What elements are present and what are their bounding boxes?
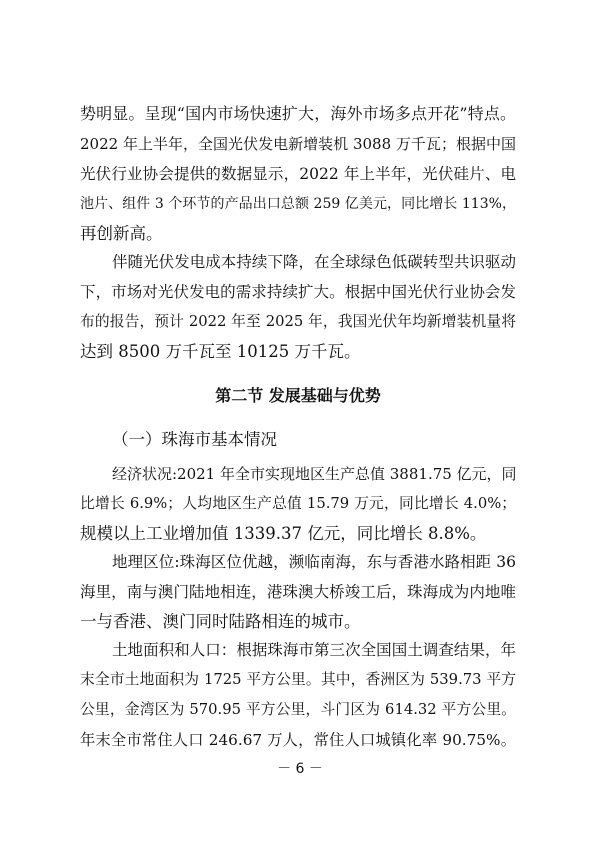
text-line: 公里，金湾区为 570.95 平方公里，斗门区为 614.32 平方公里。 — [80, 701, 516, 718]
text-line: 末全市土地面积为 1725 平方公里。其中，香洲区为 539.73 平方 — [80, 671, 516, 688]
text-line: 2022 年上半年，全国光伏发电新增装机 3088 万千瓦；根据中国 — [80, 135, 516, 153]
text-line: 势明显。呈现“国内市场快速扩大，海外市场多点开花”特点。 — [80, 104, 516, 123]
text-line: 一与香港、澳门同时陆路相连的城市。 — [80, 612, 361, 631]
text-line: 布的报告，预计 2022 年至 2025 年，我国光伏年均新增装机量将 — [80, 313, 516, 330]
text-line: 规模以上工业增加值 1339.37 亿元，同比增长 8.8%。 — [80, 524, 487, 543]
text-line: 年末全市常住人口 246.67 万人，常住人口城镇化率 90.75%。 — [80, 731, 516, 749]
text-line: 达到 8500 万千瓦至 10125 万千瓦。 — [80, 342, 361, 361]
text-line: 比增长 6.9%；人均地区生产总值 15.79 万元，同比增长 4.0%； — [80, 495, 516, 512]
text-line: 土地面积和人口：根据珠海市第三次全国国土调查结果，年 — [112, 641, 516, 659]
section-heading: 第二节 发展基础与优势 — [215, 386, 381, 405]
text-line: 经济状况:2021 年全市实现地区生产总值 3881.75 亿元，同 — [112, 465, 517, 483]
page-number: － 6 － — [277, 761, 323, 777]
text-line: 光伏行业协会提供的数据显示，2022 年上半年，光伏硅片、电 — [80, 165, 516, 183]
text-line: 伴随光伏发电成本持续下降，在全球绿色低碳转型共识驱动 — [112, 253, 516, 271]
text-line: 地理区位:珠海区位优越，濒临南海，东与香港水路相距 36 — [112, 553, 516, 571]
text-line: 下，市场对光伏发电的需求持续扩大。根据中国光伏行业协会发 — [80, 283, 516, 301]
text-line: 再创新高。 — [80, 224, 163, 243]
text-line: 海里，南与澳门陆地相连，港珠澳大桥竣工后，珠海成为内地唯 — [80, 583, 516, 601]
subsection-heading: （一）珠海市基本情况 — [112, 430, 277, 449]
text-line: 池片、组件 3 个环节的产品出口总额 259 亿美元，同比增长 113%， — [80, 196, 516, 212]
